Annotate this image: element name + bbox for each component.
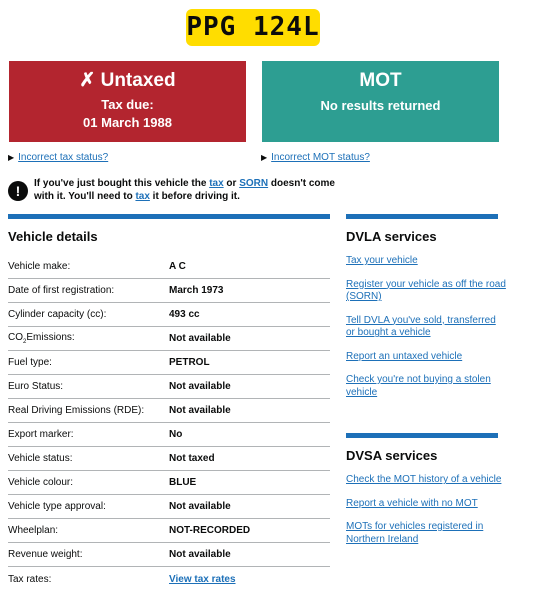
mot-status-title: MOT xyxy=(359,70,402,91)
table-row xyxy=(8,543,330,567)
row-key: Vehicle status: xyxy=(8,453,73,464)
row-value: No xyxy=(169,429,183,440)
tell-dvla-sold-link[interactable]: Tell DVLA you've sold, transferred or bought a vehicle xyxy=(346,314,496,338)
table-row xyxy=(8,567,330,591)
row-value: A C xyxy=(169,261,186,272)
vehicle-details-title: Vehicle details xyxy=(8,229,98,244)
warning-text-part: it before driving it. xyxy=(149,191,240,202)
report-untaxed-link[interactable]: Report an untaxed vehicle xyxy=(346,350,463,362)
row-value: March 1973 xyxy=(169,285,224,296)
warning-text-part: or xyxy=(223,178,240,189)
table-row xyxy=(8,399,330,423)
triangle-right-icon: ▶ xyxy=(261,153,268,162)
warning-icon: ! xyxy=(8,181,28,201)
tax-status-title: ✗ Untaxed xyxy=(79,70,176,91)
row-key: Revenue weight: xyxy=(8,549,83,560)
view-tax-rates-link[interactable]: View tax rates xyxy=(169,573,236,585)
key-part: CO xyxy=(8,332,23,343)
row-key: Cylinder capacity (cc): xyxy=(8,309,107,320)
row-key: Vehicle type approval: xyxy=(8,501,106,512)
report-no-mot-link[interactable]: Report a vehicle with no MOT xyxy=(346,497,478,509)
table-row xyxy=(8,255,330,279)
row-value: NOT-RECORDED xyxy=(169,525,251,536)
tax-your-vehicle-link[interactable]: Tax your vehicle xyxy=(346,255,418,266)
vehicle-details-table xyxy=(8,255,330,591)
table-row xyxy=(8,471,330,495)
warning-text xyxy=(34,177,338,203)
row-value: Not available xyxy=(169,501,231,512)
table-row xyxy=(8,303,330,327)
row-value: 493 cc xyxy=(169,309,200,320)
dvla-services-list xyxy=(346,255,506,410)
dvsa-services-title: DVSA services xyxy=(346,448,438,463)
table-row xyxy=(8,279,330,303)
row-key: Tax rates: xyxy=(8,573,52,585)
row-value: PETROL xyxy=(169,357,210,368)
table-row xyxy=(8,351,330,375)
mot-status-text: No results returned xyxy=(320,98,441,113)
warning-notice xyxy=(8,177,338,203)
row-value: BLUE xyxy=(169,477,197,488)
tax-status-card xyxy=(9,61,246,142)
row-key: Vehicle colour: xyxy=(8,477,74,488)
incorrect-tax-status-link[interactable] xyxy=(8,152,108,163)
table-row xyxy=(8,519,330,543)
mot-northern-ireland-link[interactable]: MOTs for vehicles registered in Northern Ireland xyxy=(346,521,484,545)
section-divider xyxy=(346,214,498,219)
row-key: Wheelplan: xyxy=(8,525,59,536)
sorn-link[interactable]: SORN xyxy=(239,178,269,189)
incorrect-tax-status-label[interactable]: Incorrect tax status? xyxy=(18,152,109,163)
table-row xyxy=(8,495,330,519)
row-key xyxy=(8,332,169,345)
section-divider xyxy=(8,214,330,219)
table-row xyxy=(8,447,330,471)
dvla-services-title: DVLA services xyxy=(346,229,437,244)
mot-history-link[interactable]: Check the MOT history of a vehicle xyxy=(346,474,502,485)
registration-plate: PPG 124L xyxy=(186,9,320,46)
row-value xyxy=(169,574,236,585)
row-key: Real Driving Emissions (RDE): xyxy=(8,405,145,416)
row-key: Euro Status: xyxy=(8,381,64,392)
row-key: Vehicle make: xyxy=(8,261,71,272)
table-row xyxy=(8,327,330,351)
table-row xyxy=(8,423,330,447)
check-stolen-link[interactable]: Check you're not buying a stolen vehicle xyxy=(346,374,491,398)
key-part: Emissions: xyxy=(26,332,75,343)
row-value: Not available xyxy=(169,405,231,416)
row-value: Not taxed xyxy=(169,453,215,464)
incorrect-mot-status-label[interactable]: Incorrect MOT status? xyxy=(271,152,370,163)
row-key: Date of first registration: xyxy=(8,285,115,296)
register-sorn-link[interactable]: Register your vehicle as off the road (SORN) xyxy=(346,278,506,302)
tax-due-label: Tax due: xyxy=(101,97,154,112)
row-key: Fuel type: xyxy=(8,357,52,368)
row-value: Not available xyxy=(169,333,231,344)
row-value: Not available xyxy=(169,381,231,392)
mot-status-card xyxy=(262,61,499,142)
dvsa-services-list xyxy=(346,474,506,557)
row-value: Not available xyxy=(169,549,231,560)
row-key: Export marker: xyxy=(8,429,74,440)
warning-text-part: If you've just bought this vehicle the xyxy=(34,178,210,189)
triangle-right-icon: ▶ xyxy=(8,153,15,162)
section-divider xyxy=(346,433,498,438)
tax-link[interactable]: tax xyxy=(209,178,224,189)
incorrect-mot-status-link[interactable] xyxy=(261,152,370,163)
table-row xyxy=(8,375,330,399)
warning-text-part: doesn't come with it. You'll need to xyxy=(34,178,335,202)
tax-link[interactable]: tax xyxy=(135,191,150,202)
tax-due-date: 01 March 1988 xyxy=(83,115,172,130)
key-subscript: 2 xyxy=(23,339,27,345)
